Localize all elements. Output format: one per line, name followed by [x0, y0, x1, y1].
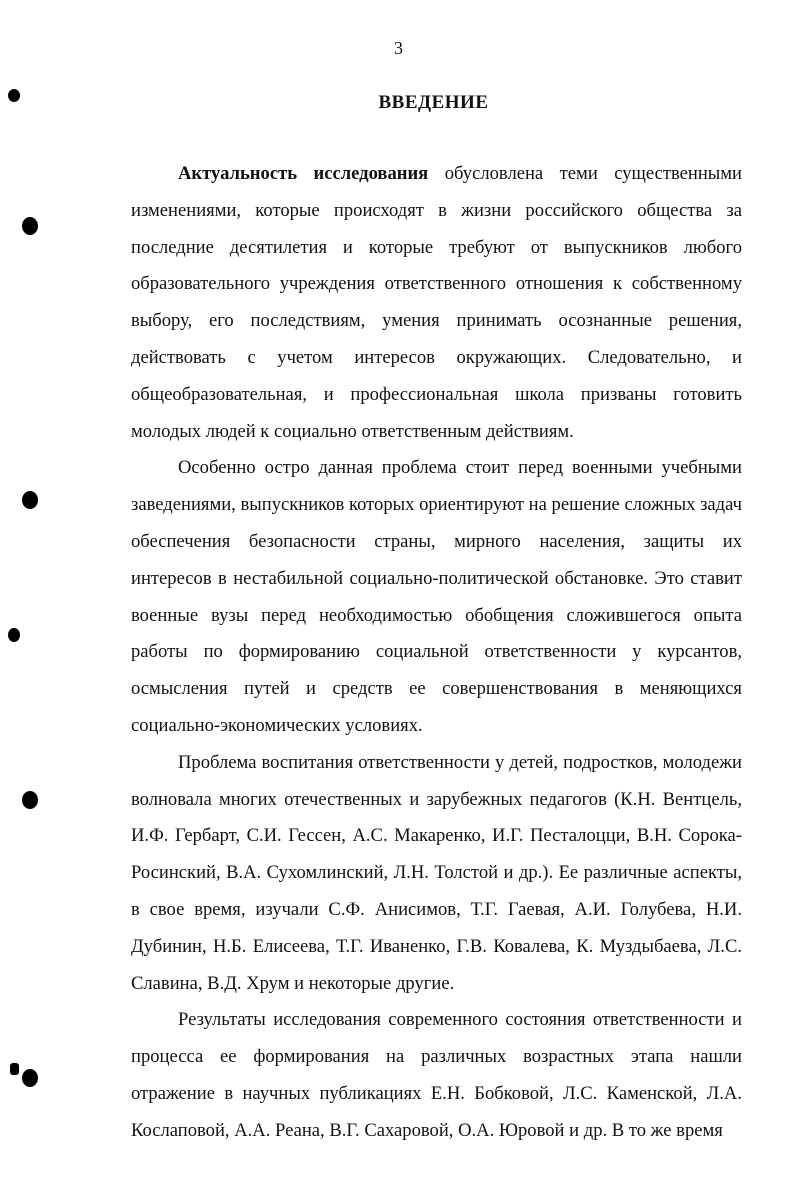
punch-hole-mark: [22, 217, 38, 235]
body-text: [131, 156, 742, 1150]
punch-hole-mark: [22, 791, 38, 809]
paragraph: [131, 156, 742, 450]
paragraph-lead: Актуальность исследования: [178, 163, 429, 184]
punch-hole-mark: [22, 1069, 38, 1087]
punch-hole-mark: [10, 1063, 19, 1075]
page-title: ВВЕДЕНИЕ: [378, 92, 489, 113]
punch-hole-mark: [8, 628, 20, 642]
paragraph: Особенно остро данная проблема стоит перед военными учебными заведениями, выпускников которых ориентируют на решение сложных задач обеспечения безопасности страны, мирного населения, защиты их интересов в нестабильной социально-политической обстановке. Это ставит военные вузы перед необходимостью обобщения сложившегося опыта работы по формированию социальной ответственности у курсантов, осмысления путей и средств ее совершенствования в меняющихся социально-экономических условиях.: [131, 457, 742, 736]
paragraph: Результаты исследования современного состояния ответственности и процесса ее формирования на различных возрастных этапа нашли отражение в научных публикациях Е.Н. Бобковой, Л.С. Каменской, Л.А. Кослаповой, А.А. Реана, В.Г. Сахаровой, О.А. Юровой и др. В то же время: [131, 1009, 742, 1141]
paragraph: Проблема воспитания ответственности у детей, подростков, молодежи волновала многих отечественных и зарубежных педагогов (К.Н. Вентцель, И.Ф. Гербарт, С.И. Гессен, А.С. Макаренко, И.Г. Песталоцци, В.Н. Сорока-Росинский, В.А. Сухомлинский, Л.Н. Толстой и др.). Ее различные аспекты, в свое время, изучали С.Ф. Анисимов, Т.Г. Гаевая, А.И. Голубева, Н.И. Дубинин, Н.Б. Елисеева, Т.Г. Иваненко, Г.В. Ковалева, К. Муздыбаева, Л.С. Славина, В.Д. Хрум и некоторые другие.: [131, 751, 742, 994]
paragraph-text: обусловлена теми существенными изменениями, которые происходят в жизни российского общества за последние десятилетия и которые требуют от выпускников любого образовательного учреждения ответственного отношения к собственному выбору, его последствиям, умения принимать осознанные решения, действовать с учетом интересов окружающих. Следовательно, и общеобразовательная, и профессиональная школа призваны готовить молодых людей к социально ответственным действиям.: [131, 163, 743, 442]
punch-hole-mark: [22, 491, 38, 509]
page-number: 3: [394, 38, 403, 58]
